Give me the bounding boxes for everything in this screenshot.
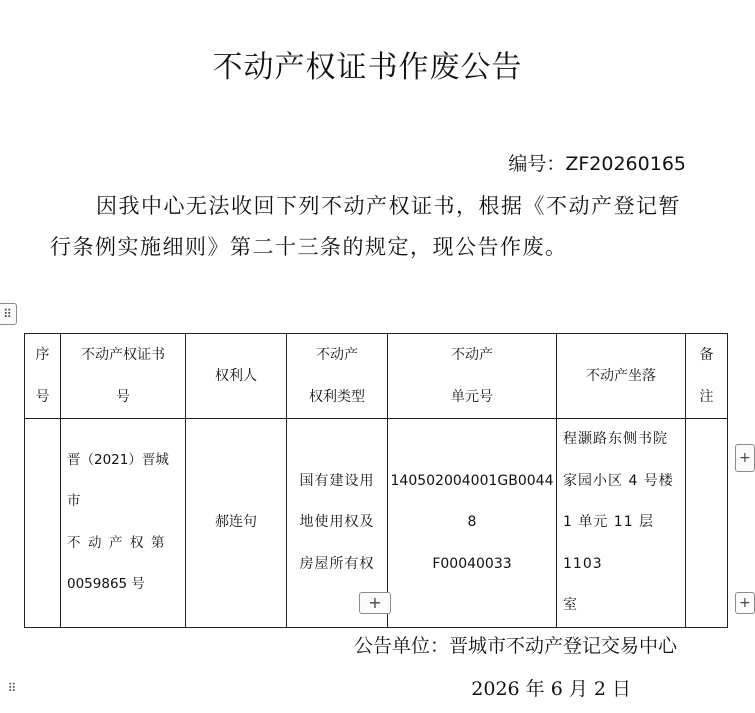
announcement-body: 因我中心无法收回下列不动产权证书，根据《不动产登记暂行条例实施细则》第二十三条的规定，现公告作废。 bbox=[50, 194, 681, 259]
header-remark bbox=[686, 334, 728, 419]
right-type-line3: 房屋所有权 bbox=[299, 555, 375, 572]
cell-remark[interactable] bbox=[686, 419, 728, 628]
cert-number-line1: 晋（2021）晋城市 bbox=[67, 451, 169, 510]
header-location: 不动产坐落 bbox=[557, 334, 686, 419]
add-column-button[interactable]: + bbox=[735, 444, 755, 472]
announcement-title: 不动产权证书作废公告 bbox=[212, 50, 523, 85]
add-row-button[interactable]: + bbox=[359, 592, 391, 614]
header-right-type bbox=[287, 334, 388, 419]
cell-seq[interactable] bbox=[25, 419, 61, 628]
location-line4: 室 bbox=[563, 597, 578, 613]
announcement-date: 2026 年 6 月 2 日 bbox=[471, 678, 631, 700]
location-line2: 家园小区 4 号楼 bbox=[563, 472, 674, 489]
location-line1: 程灏路东侧书院 bbox=[563, 431, 668, 447]
table-drag-handle-icon[interactable]: ⠿ bbox=[0, 303, 17, 325]
header-holder: 权利人 bbox=[186, 334, 287, 419]
header-unit-line1: 不动产 bbox=[451, 347, 493, 363]
document-number: 编号：ZF20260165 bbox=[508, 153, 686, 175]
cell-cert-number[interactable] bbox=[61, 419, 186, 628]
issuing-organization: 公告单位：晋城市不动产登记交易中心 bbox=[353, 635, 677, 657]
location-line3: 1 单元 11 层 1103 bbox=[563, 514, 655, 572]
header-seq-line2: 号 bbox=[35, 389, 50, 405]
header-unit-line2: 单元号 bbox=[451, 389, 493, 405]
paragraph-drag-handle-icon[interactable]: ⠿ bbox=[7, 681, 17, 695]
cell-holder[interactable]: 郝连句 bbox=[186, 419, 287, 628]
cell-unit-number[interactable] bbox=[388, 419, 557, 628]
right-type-line1: 国有建设用 bbox=[299, 472, 375, 489]
header-remark-line1: 备 bbox=[699, 347, 714, 363]
header-unit-number bbox=[388, 334, 557, 419]
header-type-line2: 权利类型 bbox=[309, 389, 365, 405]
header-cert-line1: 不动产权证书 bbox=[81, 347, 165, 363]
header-cert-line2: 号 bbox=[116, 389, 130, 405]
cert-number-line2: 不动产权第 bbox=[67, 534, 172, 551]
unit-number-line2: F00040033 bbox=[432, 555, 512, 572]
header-remark-line2: 注 bbox=[699, 389, 714, 405]
add-column-button-lower[interactable]: + bbox=[735, 592, 755, 614]
certificate-table bbox=[24, 333, 728, 628]
header-type-line1: 不动产 bbox=[316, 347, 358, 363]
header-cert-number bbox=[61, 334, 186, 419]
cert-number-line3: 0059865 号 bbox=[67, 576, 145, 593]
cell-location[interactable] bbox=[557, 419, 686, 628]
right-type-line2: 地使用权及 bbox=[299, 514, 375, 530]
header-seq bbox=[25, 334, 61, 419]
header-seq-line1: 序 bbox=[35, 347, 50, 363]
table-header-row bbox=[25, 334, 728, 419]
unit-number-line1: 140502004001GB00448 bbox=[390, 472, 554, 530]
